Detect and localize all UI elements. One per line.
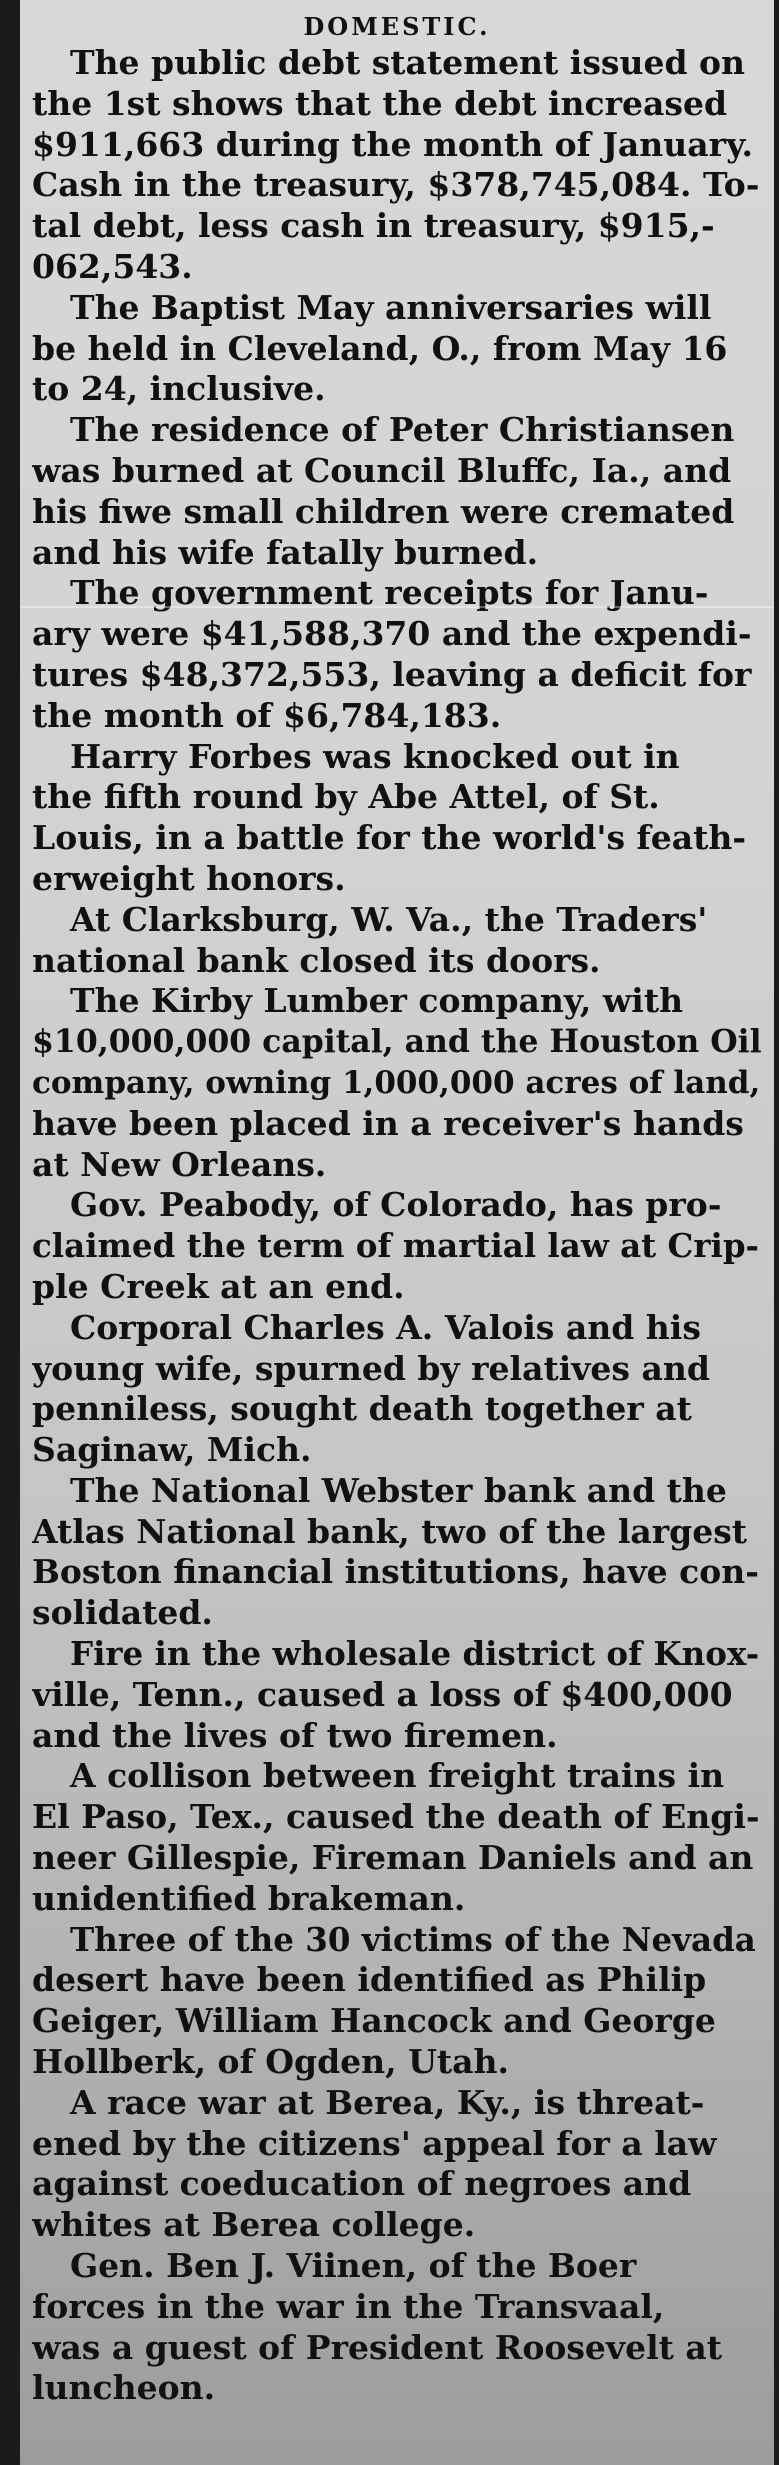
news-item-first-line: The Baptist May anniversaries will (70, 287, 712, 327)
news-item-first-line: Gov. Peabody, of Colorado, has pro- (70, 1185, 722, 1225)
news-item-first-line: Harry Forbes was knocked out in (70, 736, 680, 776)
section-heading: DOMESTIC. (303, 12, 491, 41)
news-item-line: his fiwe small children were cremated (32, 491, 735, 531)
news-item-line: neer Gillespie, Fireman Daniels and an (32, 1838, 754, 1878)
news-item-line: and the lives of two firemen. (32, 1715, 558, 1755)
news-item-line: El Paso, Tex., caused the death of Engi- (32, 1797, 760, 1837)
news-item-line: erweight honors. (32, 858, 346, 898)
news-item-line: Boston financial institutions, have con- (32, 1552, 759, 1592)
paper-fold-line (20, 606, 774, 608)
news-item (32, 1634, 764, 1756)
news-item-first-line: The government receipts for Janu- (70, 573, 709, 613)
news-item (32, 981, 764, 1185)
news-item (32, 1308, 764, 1471)
news-item-line: whites at Berea college. (32, 2205, 476, 2245)
news-item-first-line: Gen. Ben J. Viinen, of the Boer (70, 2246, 637, 2286)
news-item-first-line: Fire in the wholesale district of Knox- (70, 1634, 760, 1674)
news-item-first-line: A collison between freight trains in (70, 1756, 725, 1796)
news-item-line: the month of $6,784,183. (32, 695, 502, 735)
news-item-line: to 24, inclusive. (32, 369, 326, 409)
news-item (32, 1920, 764, 2083)
news-item-line: tures $48,372,553, leaving a deficit for (32, 654, 752, 694)
news-item (32, 900, 764, 982)
news-item-line: unidentified brakeman. (32, 1878, 466, 1918)
news-item-line: ary were $41,588,370 and the expendi- (32, 614, 752, 654)
news-item (32, 1756, 764, 1919)
news-item-line: young wife, spurned by relatives and (32, 1348, 710, 1388)
news-item-line: the 1st shows that the debt increased (32, 83, 728, 123)
news-item-line: Louis, in a battle for the world's feath- (32, 818, 747, 858)
news-item-line: at New Orleans. (32, 1144, 327, 1184)
news-item-line: was a guest of President Roosevelt at (32, 2327, 722, 2367)
news-item-line: forces in the war in the Transvaal, (32, 2286, 665, 2326)
news-item-line: penniless, sought death together at (32, 1389, 692, 1429)
news-item (32, 1471, 764, 1634)
news-item-line: against coeducation of negroes and (32, 2164, 692, 2204)
news-item-first-line: The public debt statement issued on (70, 43, 746, 82)
newspaper-clipping (20, 0, 774, 2465)
news-item-line: Hollberk, of Ogden, Utah. (32, 2042, 510, 2082)
news-item (32, 573, 764, 736)
news-item-line: $10,000,000 capital, and the Houston Oil (32, 1023, 762, 1061)
news-item (32, 2083, 764, 2246)
news-items-column (20, 43, 774, 2409)
news-item-line: 062,543. (32, 246, 193, 286)
news-item-line: the fifth round by Abe Attel, of St. (32, 777, 660, 817)
news-item-line: was burned at Council Bluffc, Ia., and (32, 450, 732, 490)
news-item-line: national bank closed its doors. (32, 940, 601, 980)
news-item-line: Cash in the treasury, $378,745,084. To- (32, 165, 760, 205)
news-item-line: $911,663 during the month of January. (32, 124, 753, 164)
news-item (32, 1185, 764, 1307)
news-item-first-line: The residence of Peter Christiansen (70, 410, 735, 450)
news-item (32, 2246, 764, 2409)
news-item-line: luncheon. (32, 2368, 216, 2408)
news-item-line: claimed the term of martial law at Crip- (32, 1226, 760, 1266)
news-item-line: company, owning 1,000,000 acres of land, (32, 1064, 761, 1101)
news-item-line: ened by the citizens' appeal for a law (32, 2123, 717, 2163)
news-item (32, 410, 764, 573)
news-item-first-line: A race war at Berea, Ky., is threat- (70, 2082, 705, 2122)
news-item-first-line: At Clarksburg, W. Va., the Traders' (70, 899, 708, 939)
news-item-line: ple Creek at an end. (32, 1266, 405, 1306)
news-item-first-line: Corporal Charles A. Valois and his (70, 1307, 701, 1347)
news-item-line: Atlas National bank, two of the largest (32, 1511, 748, 1551)
news-item-line: have been placed in a receiver's hands (32, 1103, 744, 1143)
news-item-first-line: Three of the 30 victims of the Nevada (70, 1919, 756, 1959)
news-item-line: Geiger, William Hancock and George (32, 2001, 716, 2041)
news-item-line: and his wife fatally burned. (32, 532, 539, 572)
news-item (32, 43, 764, 288)
news-item-line: tal debt, less cash in treasury, $915,- (32, 206, 715, 246)
news-item-first-line: The National Webster bank and the (70, 1470, 727, 1510)
news-item-line: be held in Cleveland, O., from May 16 (32, 328, 728, 368)
news-item (32, 737, 764, 900)
news-item-line: solidated. (32, 1593, 213, 1633)
news-item (32, 288, 764, 410)
news-item-line: desert have been identified as Philip (32, 1960, 707, 2000)
news-item-line: Saginaw, Mich. (32, 1430, 312, 1470)
news-item-line: ville, Tenn., caused a loss of $400,000 (32, 1674, 733, 1714)
news-item-first-line: The Kirby Lumber company, with (70, 981, 684, 1021)
